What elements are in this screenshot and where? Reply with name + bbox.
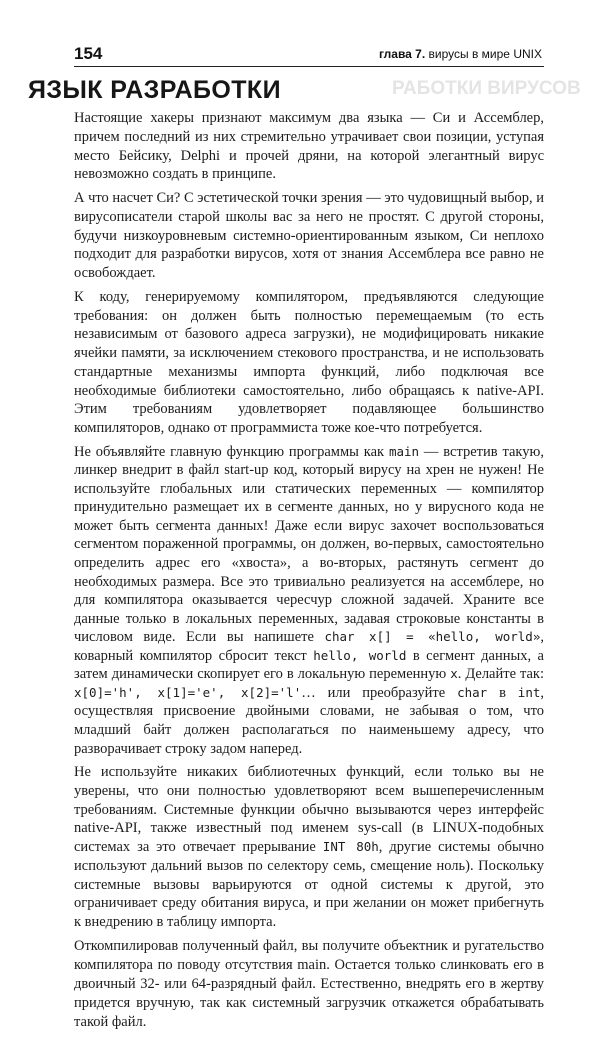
paragraph (74, 109, 544, 184)
text-run: Настоящие хакеры признают максимум два языка — Си и Ассемблер, причем последний из них стремительно утрачивает свои позиции, уступая место Бейсику, Delphi и прочей дряни, на которой элегантный вирус невозможно создать в принципе. (74, 110, 544, 183)
code-fragment: INT 80h (322, 839, 379, 855)
text-run: — встретив такую, линкер внедрит в файл start-up код, который вирусу на хрен не нужен! Не используйте глобальных или статических переменных — компилятор принудительно размещает их в сегменте данных, но у вирусного кода не может быть сегмента данных! Даже если вирус захочет воспользоваться сегментом пораженной программы, он должен, во-первых, самостоятельно определить адрес его «хвоста», а во-вторых, растянуть сегмент до необходимых размера. Все это тривиально реализуется на ассемблере, но для компилятора оказывается чересчур сложной задачей. Храните все данные только в локальных переменных, задавая строковые константы в числовом виде. Если вы напишете (74, 443, 544, 646)
chapter-title: вирусы в мире UNIX (428, 47, 542, 61)
text-run: . Делайте так: (457, 666, 544, 683)
bleed-through-text: РАБОТКИ ВИРУСОВ (392, 78, 581, 99)
paragraph (74, 189, 544, 283)
code-fragment: char x[] = «hello, world» (324, 629, 541, 645)
chapter-label: глава 7. (378, 47, 426, 61)
text-run: в (487, 684, 518, 701)
code-fragment: x[0]='h', x[1]='e', x[2]='l' (74, 684, 302, 700)
paragraph (74, 937, 544, 1032)
section-title: ЯЗЫК РАЗРАБОТКИ (28, 76, 281, 104)
paragraph (74, 288, 544, 438)
text-run: в сегмент данных, а затем динамически скопирует его в локальную переменную (74, 647, 544, 683)
text-run: , другие системы обычно используют дальний вызов по селектору семь, смещение ноль). Поскольку системные вызовы варьируются от одной системы к другой, это ограничивает среду обитания вируса, и при желании он может прибегнуть к внедрению в таблицу импорта. (74, 839, 544, 931)
text-run: К коду, генерируемому компилятором, предъявляются следующие требования: он должен быть полностью перемещаемым (то есть независимым от базового адреса загрузки), не модифицировать никакие ячейки памяти, за исключением стекового пространства, и не использовать стандартные механизмы импорта функций, либо подключая все необходимые библиотеки самостоятельно, либо обращаясь к native-API. Этим требованиям удовлетворяет подавляющее большинство компиляторов, однако от программиста тоже кое-что потребуется. (74, 288, 544, 436)
header-rule (74, 66, 544, 67)
code-fragment: main (388, 443, 420, 459)
code-fragment: hello, world (313, 647, 407, 663)
code-fragment: char (457, 684, 488, 700)
page-number: 154 (74, 44, 103, 63)
body-text (74, 109, 544, 1037)
text-run: Не объявляйте главную функцию программы как (74, 443, 389, 460)
chapter-heading (379, 46, 542, 62)
text-run: , коварный компилятор сбросит текст (74, 629, 544, 664)
text-run: Откомпилировав полученный файл, вы получите объектник и ругательство компилятора по поводу отсутствия main. Остается только слинковать его в двоичный 32- или 64-разрядный файл. Естественно, внедрять его в жертву придется вручную, так как системный загрузчик откажется обрабатывать такой файл. (74, 937, 544, 1030)
text-run: Не используйте никаких библиотечных функций, если только вы не уверены, что они полностью удовлетворяют всем вышеперечисленным требованиям. Системные функции обычно вызываются через интерфейс native-API, также известный под именем sys-call (в LINUX-подобных системах за это отвечает прерывание (74, 764, 544, 856)
code-fragment: int (517, 684, 541, 700)
paragraph (74, 763, 544, 932)
paragraph (74, 443, 544, 758)
running-header (74, 43, 542, 67)
text-run: , осуществляя присвоение двойными словами, не забывая о том, что младший байт должен располагаться по наименьшему адресу, что разворачивает строку задом наперед. (74, 684, 544, 757)
text-run: А что насчет Си? С эстетической точки зрения — это чудовищный выбор, и вирусописатели старой школы вас за него не простят. С другой стороны, будучи низкоуровневым системно-ориентированным языком, Си неплохо подходит для разработки вирусов, хотя от знания Ассемблера все равно не освобождает. (74, 190, 544, 281)
text-run: … или преобразуйте (301, 684, 458, 701)
code-fragment: x (450, 666, 458, 682)
